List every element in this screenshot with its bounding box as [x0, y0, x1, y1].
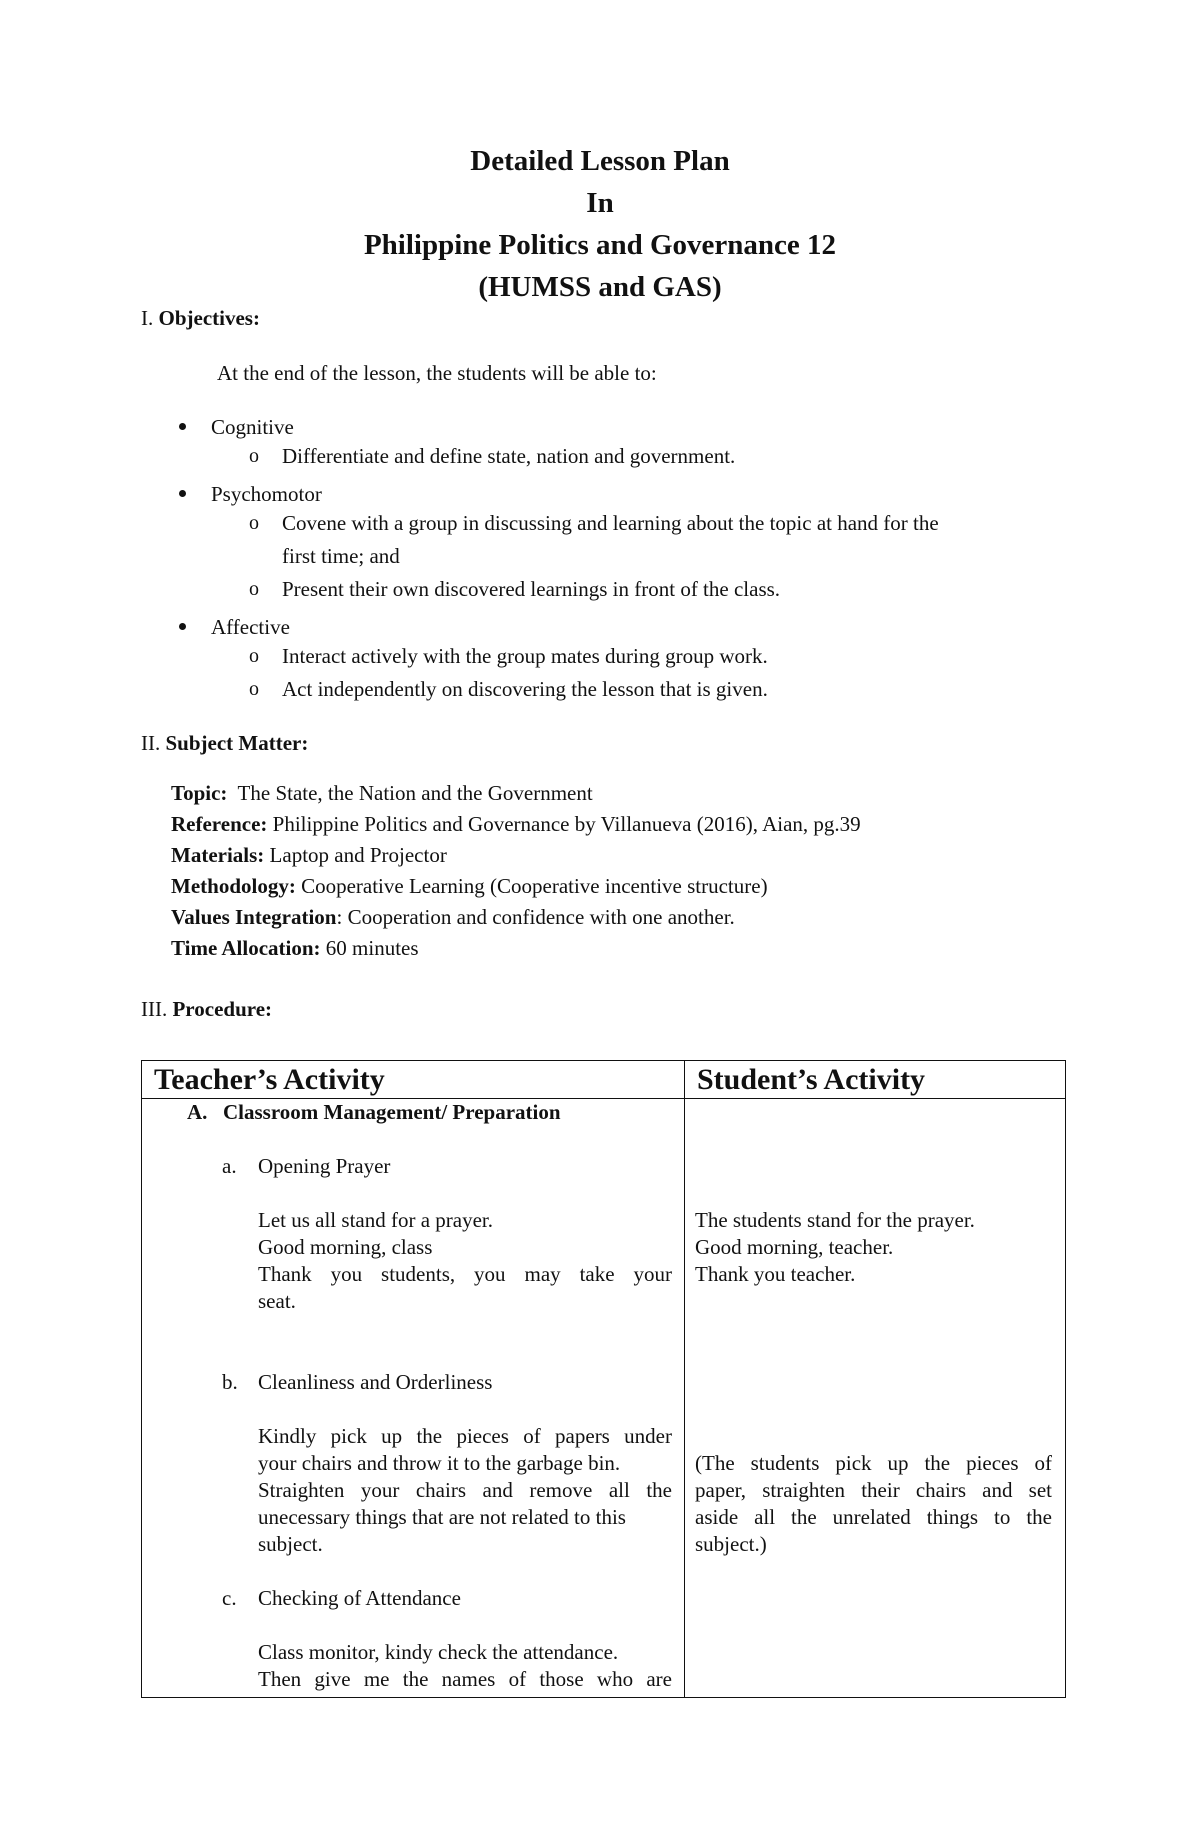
field-label: Values Integration [171, 905, 337, 929]
document-subject-title: Philippine Politics and Governance 12 [363, 229, 837, 261]
teacher-line: Good morning, class [258, 1235, 433, 1259]
procedure-numeral: III. [141, 997, 168, 1021]
field-materials [171, 842, 447, 868]
field-value: Philippine Politics and Governance by Villanueva (2016), Aian, pg.39 [272, 812, 861, 836]
sub-bullet-icon: o [249, 645, 259, 667]
domain-psychomotor: Psychomotor [211, 482, 322, 506]
procedure-heading-label: Procedure: [172, 997, 273, 1021]
document-strand: (HUMSS and GAS) [478, 271, 722, 303]
objectives-heading [141, 305, 260, 331]
bullet-icon [179, 423, 186, 430]
student-line: subject.) [695, 1532, 767, 1556]
field-values-integration [171, 904, 735, 930]
subject-matter-heading-label: Subject Matter: [165, 731, 309, 755]
teacher-activity-cell [142, 1099, 685, 1698]
objectives-numeral: I. [141, 306, 154, 330]
field-label: Methodology: [171, 874, 296, 898]
field-value: Laptop and Projector [269, 843, 447, 867]
teacher-line: your chairs and throw it to the garbage bin. [258, 1451, 621, 1475]
student-line: aside all the unrelated things to the [695, 1505, 1052, 1529]
field-methodology [171, 873, 768, 899]
teacher-line: seat. [258, 1289, 296, 1313]
document-title: Detailed Lesson Plan [470, 145, 730, 177]
subject-matter-numeral: II. [141, 731, 161, 755]
item-marker: c. [222, 1586, 237, 1610]
student-line: The students stand for the prayer. [695, 1208, 975, 1232]
column-header-student: Student’s Activity [685, 1061, 1066, 1099]
item-marker: b. [222, 1370, 238, 1394]
teacher-line: Let us all stand for a prayer. [258, 1208, 493, 1232]
domain-cognitive: Cognitive [211, 415, 294, 439]
objective-item: Present their own discovered learnings in front of the class. [282, 577, 781, 601]
field-value: Cooperative Learning (Cooperative incentive structure) [301, 874, 768, 898]
sub-bullet-icon: o [249, 445, 259, 467]
field-label: Topic: [171, 781, 228, 805]
document-title-in: In [586, 187, 614, 219]
teacher-line: Class monitor, kindy check the attendance. [258, 1640, 619, 1664]
table-header-row [142, 1061, 1066, 1099]
bullet-icon [179, 623, 186, 630]
teacher-line: unecessary things that are not related to this [258, 1505, 626, 1529]
item-title: Checking of Attendance [258, 1586, 461, 1610]
field-value: 60 minutes [325, 936, 419, 960]
student-activity-cell [685, 1099, 1066, 1698]
field-label: Reference: [171, 812, 268, 836]
field-topic [171, 780, 593, 806]
teacher-line: subject. [258, 1532, 323, 1556]
field-value: The State, the Nation and the Government [237, 781, 593, 805]
objectives-intro: At the end of the lesson, the students will be able to: [217, 361, 657, 385]
field-time-allocation [171, 935, 419, 961]
objective-item: Covene with a group in discussing and learning about the topic at hand for the [282, 511, 939, 535]
teacher-line: Kindly pick up the pieces of papers under [258, 1424, 672, 1448]
domain-affective: Affective [211, 615, 290, 639]
sub-bullet-icon: o [249, 578, 259, 600]
procedure-table [141, 1060, 1066, 1698]
field-value: : Cooperation and confidence with one another. [336, 905, 735, 929]
table-row [142, 1099, 1066, 1698]
item-title: Cleanliness and Orderliness [258, 1370, 493, 1394]
section-a-marker: A. [187, 1100, 208, 1124]
field-label: Time Allocation: [171, 936, 321, 960]
objective-item-continued: first time; and [282, 544, 400, 568]
item-title: Opening Prayer [258, 1154, 391, 1178]
column-header-teacher: Teacher’s Activity [142, 1061, 685, 1099]
section-a-title: Classroom Management/ Preparation [223, 1100, 561, 1124]
objective-item: Act independently on discovering the lesson that is given. [282, 677, 768, 701]
procedure-heading [141, 996, 272, 1022]
sub-bullet-icon: o [249, 512, 259, 534]
student-line: Good morning, teacher. [695, 1235, 894, 1259]
sub-bullet-icon: o [249, 678, 259, 700]
bullet-icon [179, 490, 186, 497]
student-line: Thank you teacher. [695, 1262, 856, 1286]
field-label: Materials: [171, 843, 265, 867]
objective-item: Interact actively with the group mates during group work. [282, 644, 768, 668]
field-reference [171, 811, 861, 837]
objectives-heading-label: Objectives: [158, 306, 260, 330]
item-marker: a. [222, 1154, 237, 1178]
teacher-line: Thank you students, you may take your [258, 1262, 672, 1286]
teacher-line: Straighten your chairs and remove all the [258, 1478, 672, 1502]
subject-matter-heading [141, 730, 308, 756]
teacher-line: Then give me the names of those who are [258, 1667, 672, 1691]
student-line: (The students pick up the pieces of [695, 1451, 1052, 1475]
objective-item: Differentiate and define state, nation and government. [282, 444, 736, 468]
student-line: paper, straighten their chairs and set [695, 1478, 1052, 1502]
